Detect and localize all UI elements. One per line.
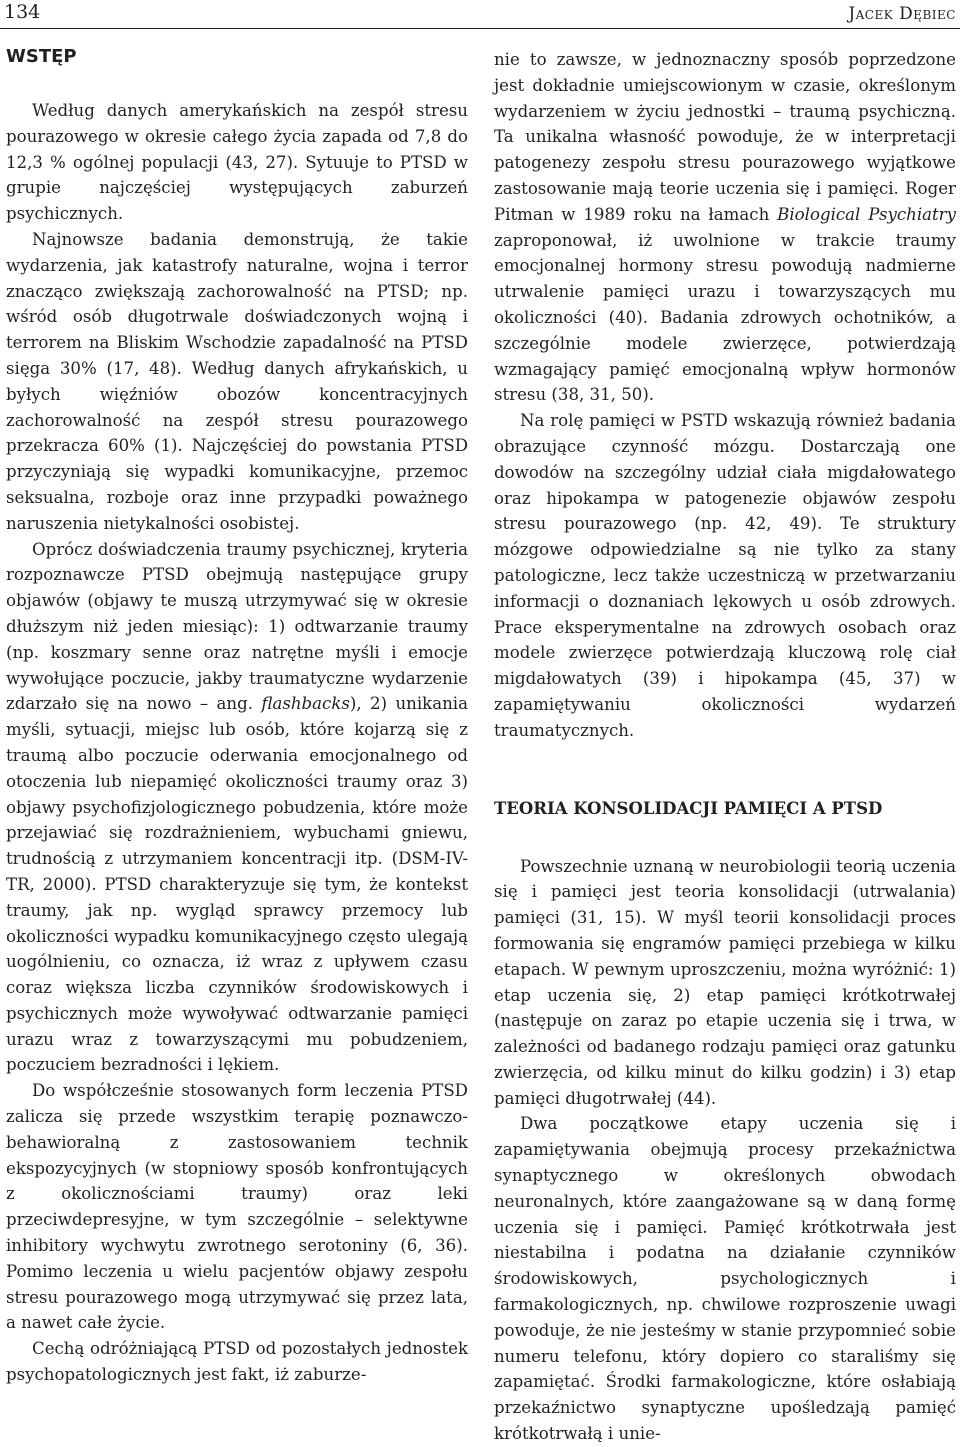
italic-term: flashbacks	[261, 694, 350, 714]
right-column	[494, 47, 956, 1447]
section-heading-teoria: TEORIA KONSOLIDACJI PAMIĘCI A PTSD	[494, 798, 883, 818]
page-number: 134	[4, 1, 41, 23]
left-column	[6, 44, 468, 1388]
header-rule	[0, 28, 960, 29]
journal-title: Biological Psychiatry	[777, 204, 956, 224]
text-run: ), 2) unikania myśli, sytuacji, miejsc lub osób, które kojarzą się z traumą albo poczucie oderwania emocjonalnego od otoczenia lub niepamięć okoliczności traumy oraz 3) objawy psychofizjologicznego pobudzenia, które może przejawiać się rozdrażnieniem, wybuchami gniewu, trudnością z utrzymaniem koncentracji itp. (DSM-IV-TR, 2000). PTSD charakteryzuje się tym, że kontekst traumy, jak np. wygląd sprawcy przemocy lub okoliczności wypadku komunikacyjnego często ulegają uogólnieniu, co oznacza, iż wraz z upływem czasu coraz większa liczba czynników środowiskowych i psychicznych może wywoływać odtwarzanie pamięci urazu wraz z towarzyszącymi mu pobudzeniem, poczuciem bezradności i lękiem.	[6, 694, 468, 1075]
section-heading-wstep: WSTĘP	[6, 46, 77, 67]
paragraph: Powszechnie uznaną w neurobiologii teorią uczenia się i pamięci jest teoria konsolidacji (utrwalania) pamięci (31, 15). W myśl teorii konsolidacji proces formowania się engramów pamięci przebiega w kilku etapach. W pewnym uproszczeniu, można wyróżnić: 1) etap uczenia się, 2) etap pamięci krótkotrwałej (następuje on zaraz po etapie uczenia się i trwa, w zależności od badanego rodzaju pamięci oraz gatunku zwierzęcia, od kilku minut do kilku godzin) i 3) etap pamięci długotrwałej (44).	[494, 856, 956, 1108]
paragraph: Według danych amerykańskich na zespół stresu pourazowego w okresie całego życia zapada od 7,8 do 12,3 % ogólnej populacji (43, 27). Sytuuje to PTSD w grupie najczęściej występujących zaburzeń psychicznych.	[6, 101, 468, 224]
paragraph: Do współcześnie stosowanych form leczenia PTSD zalicza się przede wszystkim terapię poznawczo-behawioralną z zastosowaniem technik ekspozycyjnych (w stopniowy sposób konfrontujących z okolicznościami traumy) oraz leki przeciwdepresyjne, w tym szczególnie – selektywne inhibitory wychwytu zwrotnego serotoniny (6, 36). Pomimo leczenia u wielu pacjentów objawy zespołu stresu pourazowego mogą utrzymywać się przez lata, a nawet całe życie.	[6, 1081, 468, 1333]
paragraph: Cechą odróżniającą PTSD od pozostałych jednostek psychopatologicznych jest fakt, iż zaburze-	[6, 1339, 468, 1385]
running-header-author: Jacek Dębiec	[848, 4, 956, 24]
text-run: zaproponował, iż uwolnione w trakcie traumy emocjonalnej hormony stresu powodują nadmierne utrwalenie pamięci urazu i towarzyszących mu okoliczności (40). Badania zdrowych ochotników, a szczególnie modele zwierzęce, potwierdzają wzmagający pamięć emocjonalną wpływ hormonów stresu (38, 31, 50).	[494, 230, 956, 405]
text-run: Oprócz doświadczenia traumy psychicznej, kryteria rozpoznawcze PTSD obejmują następujące grupy objawów (objawy te muszą utrzymywać się w okresie dłuższym niż jeden miesiąc): 1) odtwarzanie traumy (np. koszmary senne oraz natrętne myśli i emocje wywołujące poczucie, jakby traumatyczne wydarzenie zdarzało się na nowo – ang.	[6, 539, 468, 714]
paragraph: Na rolę pamięci w PSTD wskazują również badania obrazujące czynność mózgu. Dostarczają one dowodów na szczególny udział ciała migdałowatego oraz hipokampa w patogenezie objawów zespołu stresu pourazowego (np. 42, 49). Te struktury mózgowe odpowiedzialne są nie tylko za stany patologiczne, lecz także uczestniczą w przetwarzaniu informacji o doznaniach lękowych u osób zdrowych. Prace eksperymentalne na zdrowych osobach oraz modele zwierzęce potwierdzają kluczową rolę ciał migdałowatych (39) i hipokampa (45, 37) w zapamiętywaniu okoliczności wydarzeń traumatycznych.	[494, 411, 956, 740]
page-header	[0, 0, 960, 28]
paragraph: Dwa początkowe etapy uczenia się i zapamiętywania obejmują procesy przekaźnictwa synaptycznego w określonych obwodach neuronalnych, które zaangażowane są w daną formę uczenia się i pamięci. Pamięć krótkotrwała jest niestabilna i podatna na działanie czynników środowiskowych, psychologicznych i farmakologicznych, np. chwilowe rozproszenie uwagi powoduje, że nie jesteśmy w stanie przypomnieć sobie numeru telefonu, który dopiero co staraliśmy się zapamiętać. Środki farmakologiczne, które osłabiają przekaźnictwo synaptyczne upośledzają pamięć krótkotrwałą i unie-	[494, 1114, 956, 1444]
paragraph	[6, 537, 468, 1079]
paragraph: Najnowsze badania demonstrują, że takie wydarzenia, jak katastrofy naturalne, wojna i terror znacząco zwiększają zachorowalność na PTSD; np. wśród osób długotrwale doświadczonych wojną i terrorem na Bliskim Wschodzie zapadalność na PTSD sięga 30% (17, 48). Według danych afrykańskich, u byłych więźniów obozów koncentracyjnych zachorowalność na zespół stresu pourazowego przekracza 60% (1). Najczęściej do powstania PTSD przyczyniają się wypadki komunikacyjne, przemoc seksualna, rozboje oraz inne przypadki poważnego naruszenia nietykalności osobistej.	[6, 229, 468, 533]
text-run: nie to zawsze, w jednoznaczny sposób poprzedzone jest dokładnie umiejscowionym w czasie, określonym wydarzeniem w życiu jednostki – traumą psychiczną. Ta unikalna własność powoduje, że w interpretacji patogenezy zespołu stresu pourazowego wyjątkowe zastosowanie mają teorie uczenia się i pamięci. Roger Pitman w 1989 roku na łamach	[494, 50, 956, 224]
paragraph	[494, 47, 956, 408]
